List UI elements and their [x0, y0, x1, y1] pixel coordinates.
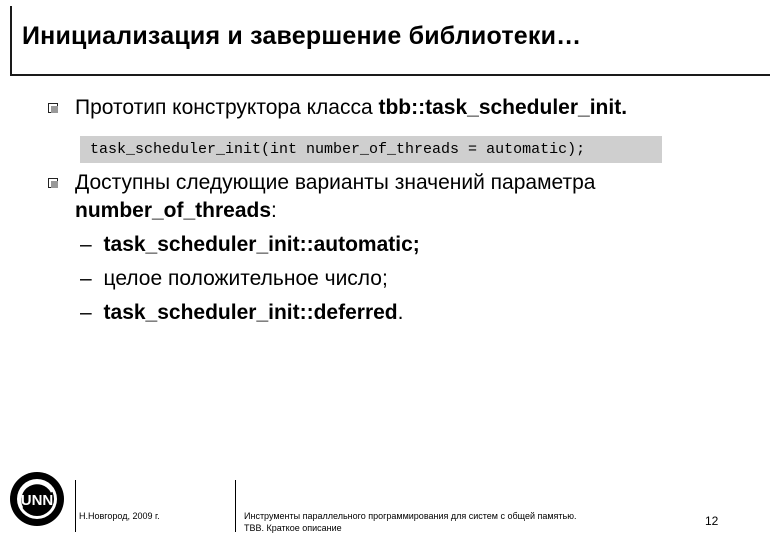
subitem-dash: – [80, 301, 92, 324]
slide-title: Инициализация и завершение библиотеки… [22, 22, 582, 50]
bullet-1 [75, 95, 627, 121]
subitem-dash: – [80, 267, 92, 290]
subitem-1 [80, 232, 420, 258]
footer-divider [75, 480, 76, 532]
bullet-1-text: Прототип конструктора класса [75, 96, 379, 119]
unn-logo-icon [8, 470, 66, 528]
bullet-2-line-1: Доступны следующие варианты значений параметра [75, 171, 596, 194]
subitem-2-text: целое положительное число; [103, 267, 388, 290]
code-snippet: task_scheduler_init(int number_of_threads = automatic); [80, 136, 662, 163]
logo-text: UNN [20, 492, 54, 509]
square-bullet-icon [48, 103, 58, 113]
footer-place-date: Н.Новгород, 2009 г. [79, 511, 160, 521]
footer-course-line-1: Инструменты параллельного программирования для систем с общей памятью. [244, 511, 577, 521]
subitem-3-tail: . [397, 301, 404, 324]
subitem-1-bold: task_scheduler_init::automatic; [103, 233, 420, 256]
bullet-2-line-2 [75, 198, 277, 224]
subitem-2 [80, 266, 388, 292]
subitem-dash: – [80, 233, 92, 256]
bullet-1-bold: tbb::task_scheduler_init. [378, 96, 628, 119]
subitem-3-bold: task_scheduler_init::deferred [103, 301, 398, 324]
footer-divider [235, 480, 236, 532]
param-colon: : [271, 199, 277, 222]
subitem-3 [80, 300, 403, 326]
footer-course-line-2: TBB. Краткое описание [244, 523, 342, 533]
page-number: 12 [705, 514, 719, 528]
param-name: number_of_threads [75, 199, 272, 222]
square-bullet-icon [48, 178, 58, 188]
